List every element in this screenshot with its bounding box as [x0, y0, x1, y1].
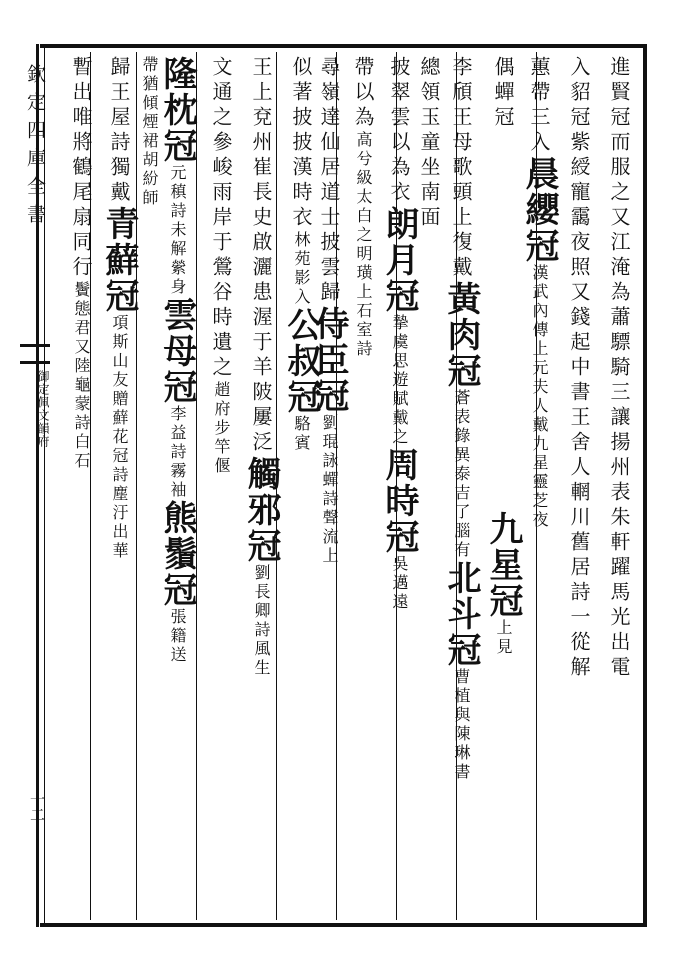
heading-entry: 熊鬚冠: [157, 500, 197, 608]
annotation-text: 曹植與陳琳書: [452, 668, 471, 782]
heading-entry: 侍臣冠: [309, 306, 349, 414]
heading-entry: 周時冠: [379, 447, 419, 555]
page-number: 十二: [28, 792, 46, 822]
annotation-text: 駱賓: [292, 415, 311, 453]
top-border: [40, 44, 645, 48]
heading-entry: 雲母冠: [157, 297, 197, 405]
column-text: 暫出唯將鶴尾扇同行: [69, 56, 93, 281]
text-column: [283, 56, 319, 916]
text-column: [345, 56, 381, 916]
heading-entry: 黃肉冠: [441, 281, 481, 389]
volume-title: 御定佩文韻府: [36, 370, 50, 448]
annotation-text: 漢武內傳上元夫人戴九星靈芝夜: [530, 264, 549, 530]
column-text: 文通之參峻雨岸于鶯谷時遺之: [209, 56, 233, 381]
page-margin: [14, 52, 54, 912]
column-text: 帶以為: [351, 56, 375, 131]
annotation-text: 林苑影入: [292, 231, 311, 307]
annotation-text: 劉琨詠蟬詩聲流上: [320, 414, 339, 566]
heading-entry: 北斗冠: [441, 560, 481, 668]
annotation-text: 摯虞思遊賦戴之: [390, 314, 409, 447]
annotation-text: 上石室詩: [354, 283, 373, 359]
annotation-text: 高兮級太白之明璜: [354, 131, 373, 283]
column-text: 蕙帶三入: [527, 56, 551, 156]
heading-entry: 觸邪冠: [241, 456, 281, 564]
text-column: [63, 56, 99, 916]
right-border: [643, 44, 647, 927]
annotation-text: 李益詩霧袖: [168, 405, 187, 500]
column-text: 披披漢時衣: [289, 106, 313, 231]
column-text: 披翠雲以為衣: [387, 56, 411, 206]
column-text: 總領玉童坐南面: [417, 56, 441, 231]
column-rule: [196, 52, 197, 920]
annotation-text: 元稹詩未解縈身: [168, 164, 187, 297]
column-text: 偶蟬冠: [491, 56, 515, 131]
annotation-text: 上見: [494, 619, 513, 657]
bottom-border: [40, 923, 645, 927]
heading-entry: 朗月冠: [379, 206, 419, 314]
annotation-text: 帶猶傾: [140, 56, 159, 113]
text-column: [203, 56, 239, 916]
text-column: [443, 56, 479, 916]
heading-entry: 青蘚冠: [99, 206, 139, 314]
column-text: 王上兗州崔長史啟灑患渥于羊陂屢泛: [249, 56, 273, 456]
text-column: [601, 56, 637, 916]
heading-entry: 晨纓冠: [519, 156, 559, 264]
annotation-text: 胡紛師: [140, 151, 159, 208]
column-text: 似著: [289, 56, 313, 106]
column-text: 尋嶺達仙居道士披雲歸: [317, 56, 341, 306]
book-title: 欽定四庫全書: [24, 64, 46, 232]
heading-entry: 隆枕冠: [157, 56, 197, 164]
fishtail-mark: [20, 344, 50, 364]
column-text: 進賢冠而服之又江淹為蕭驃騎三讓揚州表朱軒躍馬光出電: [607, 56, 631, 681]
text-column: [381, 56, 417, 916]
text-column: [101, 56, 137, 916]
annotation-text: 吳邁遠: [390, 555, 409, 612]
column-text: 入貂冠紫綬寵靄夜照又錢起中書王舍人輞川舊居詩一從解: [567, 56, 591, 681]
annotation-text: 張籍送: [168, 608, 187, 665]
text-column: [243, 56, 279, 916]
annotation-text: 劉長卿詩風生: [252, 564, 271, 678]
heading-entry: 公叔冠: [281, 307, 321, 415]
column-text: 歸王屋詩獨戴: [107, 56, 131, 206]
heading-entry: 九星冠: [483, 511, 523, 619]
annotation-text: 蒼表錄異泰吉了腦有: [452, 389, 471, 560]
annotation-text: 鬢態君又陸龜蒙詩白石: [72, 281, 91, 471]
column-text: 李頎王母歌頭上復戴: [449, 56, 473, 281]
annotation-text: 煙裙: [140, 113, 159, 151]
text-column: [485, 56, 521, 916]
annotation-text: 趙府步竿偃: [212, 381, 231, 476]
text-column: [561, 56, 597, 916]
text-column: [521, 56, 557, 916]
annotation-text: 項斯山友贈蘚花冠詩塵汙出華: [110, 314, 129, 561]
